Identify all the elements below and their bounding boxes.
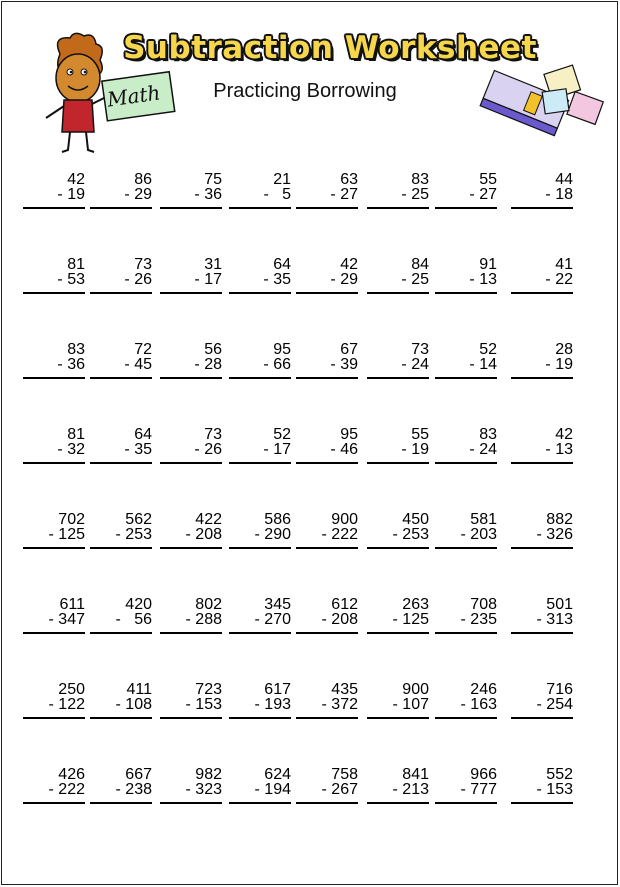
subtrahend: - 17 xyxy=(229,442,291,464)
subtraction-problem xyxy=(90,597,152,634)
minuend: 624 xyxy=(264,766,291,783)
subtrahend: - 208 xyxy=(160,527,222,549)
subtrahend: - 29 xyxy=(90,187,152,209)
subtraction-problem xyxy=(23,597,85,634)
subtraction-problem xyxy=(367,682,429,719)
minuend: 422 xyxy=(195,511,222,528)
minuend: 246 xyxy=(470,681,497,698)
subtraction-problem xyxy=(367,257,429,294)
subtrahend: - 24 xyxy=(367,357,429,379)
minuend: 73 xyxy=(204,426,222,443)
subtraction-problem xyxy=(367,427,429,464)
minuend: 86 xyxy=(134,171,152,188)
subtrahend: - 108 xyxy=(90,697,152,719)
subtrahend: - 35 xyxy=(229,272,291,294)
minuend: 56 xyxy=(204,341,222,358)
subtrahend: - 125 xyxy=(367,612,429,634)
subtrahend: - 203 xyxy=(435,527,497,549)
subtraction-problem xyxy=(90,682,152,719)
minuend: 982 xyxy=(195,766,222,783)
subtrahend: - 288 xyxy=(160,612,222,634)
subtrahend: - 253 xyxy=(367,527,429,549)
subtraction-problem xyxy=(90,172,152,209)
subtraction-problem xyxy=(160,172,222,209)
subtrahend: - 66 xyxy=(229,357,291,379)
subtrahend: - 326 xyxy=(511,527,573,549)
minuend: 611 xyxy=(59,596,85,613)
subtraction-problem xyxy=(511,767,573,804)
subtrahend: - 323 xyxy=(160,782,222,804)
subtraction-problem xyxy=(90,767,152,804)
subtrahend: - 208 xyxy=(296,612,358,634)
subtraction-problem xyxy=(367,342,429,379)
subtraction-problem xyxy=(435,172,497,209)
minuend: 52 xyxy=(479,341,497,358)
minuend: 716 xyxy=(546,681,573,698)
subtrahend: - 46 xyxy=(296,442,358,464)
minuend: 263 xyxy=(402,596,429,613)
subtraction-problem xyxy=(23,172,85,209)
minuend: 55 xyxy=(411,426,429,443)
subtraction-problem xyxy=(435,512,497,549)
subtrahend: - 222 xyxy=(296,527,358,549)
subtraction-problem xyxy=(296,682,358,719)
subtrahend: - 18 xyxy=(511,187,573,209)
subtraction-problem xyxy=(23,512,85,549)
subtrahend: - 107 xyxy=(367,697,429,719)
subtraction-problem xyxy=(23,767,85,804)
minuend: 562 xyxy=(125,511,152,528)
subtraction-problem xyxy=(160,512,222,549)
worksheet-title: Subtraction Worksheet xyxy=(123,30,537,66)
subtraction-problem xyxy=(90,257,152,294)
minuend: 83 xyxy=(479,426,497,443)
minuend: 95 xyxy=(273,341,291,358)
minuend: 21 xyxy=(273,171,291,188)
subtrahend: - 5 xyxy=(229,187,291,209)
subtraction-problem xyxy=(160,767,222,804)
subtraction-problem xyxy=(229,427,291,464)
minuend: 31 xyxy=(204,256,222,273)
subtrahend: - 25 xyxy=(367,187,429,209)
subtrahend: - 270 xyxy=(229,612,291,634)
subtrahend: - 13 xyxy=(435,272,497,294)
subtrahend: - 26 xyxy=(160,442,222,464)
subtrahend: - 213 xyxy=(367,782,429,804)
subtrahend: - 32 xyxy=(23,442,85,464)
minuend: 802 xyxy=(195,596,222,613)
subtrahend: - 193 xyxy=(229,697,291,719)
subtraction-problem xyxy=(23,682,85,719)
subtrahend: - 25 xyxy=(367,272,429,294)
minuend: 723 xyxy=(195,681,222,698)
minuend: 81 xyxy=(67,256,85,273)
subtraction-problem xyxy=(229,597,291,634)
subtraction-problem xyxy=(296,172,358,209)
subtraction-problem xyxy=(511,597,573,634)
subtrahend: - 45 xyxy=(90,357,152,379)
subtraction-problem xyxy=(367,767,429,804)
minuend: 95 xyxy=(340,426,358,443)
minuend: 41 xyxy=(555,256,573,273)
minuend: 75 xyxy=(204,171,222,188)
subtrahend: - 122 xyxy=(23,697,85,719)
subtraction-problem xyxy=(160,597,222,634)
subtrahend: - 56 xyxy=(90,612,152,634)
subtrahend: - 29 xyxy=(296,272,358,294)
subtrahend: - 290 xyxy=(229,527,291,549)
subtraction-problem xyxy=(435,682,497,719)
subtrahend: - 36 xyxy=(23,357,85,379)
minuend: 55 xyxy=(479,171,497,188)
minuend: 667 xyxy=(125,766,152,783)
minuend: 91 xyxy=(479,256,497,273)
subtraction-problem xyxy=(23,427,85,464)
subtraction-problem xyxy=(296,342,358,379)
minuend: 882 xyxy=(546,511,573,528)
subtraction-problem xyxy=(229,682,291,719)
subtraction-problem xyxy=(435,767,497,804)
minuend: 581 xyxy=(470,511,497,528)
subtraction-problem xyxy=(296,427,358,464)
subtraction-problem xyxy=(229,512,291,549)
subtraction-problem xyxy=(229,767,291,804)
minuend: 411 xyxy=(126,681,152,698)
subtrahend: - 28 xyxy=(160,357,222,379)
subtrahend: - 194 xyxy=(229,782,291,804)
minuend: 67 xyxy=(340,341,358,358)
math-sign-label: Math xyxy=(105,80,162,112)
minuend: 420 xyxy=(125,596,152,613)
subtrahend: - 27 xyxy=(435,187,497,209)
subtrahend: - 22 xyxy=(511,272,573,294)
subtraction-problem xyxy=(511,512,573,549)
minuend: 73 xyxy=(134,256,152,273)
subtraction-problem xyxy=(160,427,222,464)
minuend: 758 xyxy=(331,766,358,783)
minuend: 63 xyxy=(340,171,358,188)
minuend: 83 xyxy=(411,171,429,188)
subtrahend: - 372 xyxy=(296,697,358,719)
subtrahend: - 14 xyxy=(435,357,497,379)
minuend: 617 xyxy=(264,681,291,698)
subtrahend: - 26 xyxy=(90,272,152,294)
minuend: 708 xyxy=(470,596,497,613)
minuend: 72 xyxy=(134,341,152,358)
subtrahend: - 235 xyxy=(435,612,497,634)
subtraction-problem xyxy=(160,257,222,294)
subtrahend: - 163 xyxy=(435,697,497,719)
minuend: 702 xyxy=(58,511,85,528)
subtrahend: - 19 xyxy=(23,187,85,209)
subtraction-problem xyxy=(90,512,152,549)
subtrahend: - 347 xyxy=(23,612,85,634)
minuend: 64 xyxy=(134,426,152,443)
subtraction-problem xyxy=(435,257,497,294)
subtrahend: - 19 xyxy=(367,442,429,464)
subtrahend: - 17 xyxy=(160,272,222,294)
subtraction-problem xyxy=(435,342,497,379)
subtraction-problem xyxy=(296,257,358,294)
minuend: 42 xyxy=(340,256,358,273)
minuend: 73 xyxy=(411,341,429,358)
subtrahend: - 222 xyxy=(23,782,85,804)
worksheet-subtitle: Practicing Borrowing xyxy=(213,80,397,102)
minuend: 81 xyxy=(67,426,85,443)
minuend: 28 xyxy=(555,341,573,358)
minuend: 900 xyxy=(331,511,358,528)
subtrahend: - 238 xyxy=(90,782,152,804)
subtrahend: - 267 xyxy=(296,782,358,804)
subtraction-problem xyxy=(229,172,291,209)
minuend: 450 xyxy=(402,511,429,528)
subtrahend: - 36 xyxy=(160,187,222,209)
subtraction-problem xyxy=(367,172,429,209)
subtrahend: - 253 xyxy=(90,527,152,549)
subtraction-problem xyxy=(435,427,497,464)
subtrahend: - 313 xyxy=(511,612,573,634)
subtrahend: - 35 xyxy=(90,442,152,464)
minuend: 586 xyxy=(264,511,291,528)
minuend: 42 xyxy=(67,171,85,188)
subtrahend: - 153 xyxy=(160,697,222,719)
subtrahend: - 254 xyxy=(511,697,573,719)
minuend: 52 xyxy=(273,426,291,443)
subtrahend: - 777 xyxy=(435,782,497,804)
subtrahend: - 24 xyxy=(435,442,497,464)
subtraction-problem xyxy=(367,597,429,634)
minuend: 501 xyxy=(546,596,573,613)
subtraction-problem xyxy=(296,767,358,804)
subtraction-problem xyxy=(511,172,573,209)
subtraction-problem xyxy=(511,682,573,719)
minuend: 84 xyxy=(411,256,429,273)
subtrahend: - 53 xyxy=(23,272,85,294)
subtrahend: - 19 xyxy=(511,357,573,379)
subtrahend: - 13 xyxy=(511,442,573,464)
minuend: 426 xyxy=(58,766,85,783)
minuend: 841 xyxy=(402,766,429,783)
subtraction-problem xyxy=(511,257,573,294)
subtrahend: - 125 xyxy=(23,527,85,549)
subtraction-problem xyxy=(296,512,358,549)
minuend: 900 xyxy=(402,681,429,698)
minuend: 612 xyxy=(331,596,358,613)
subtraction-problem xyxy=(23,257,85,294)
subtraction-problem xyxy=(90,342,152,379)
subtrahend: - 27 xyxy=(296,187,358,209)
subtrahend: - 153 xyxy=(511,782,573,804)
minuend: 250 xyxy=(58,681,85,698)
subtraction-problem xyxy=(511,427,573,464)
subtraction-problem xyxy=(229,342,291,379)
minuend: 83 xyxy=(67,341,85,358)
minuend: 552 xyxy=(546,766,573,783)
minuend: 435 xyxy=(331,681,358,698)
minuend: 966 xyxy=(470,766,497,783)
subtraction-problem xyxy=(296,597,358,634)
minuend: 44 xyxy=(555,171,573,188)
subtraction-problem xyxy=(160,342,222,379)
subtraction-problem xyxy=(367,512,429,549)
subtraction-problem xyxy=(435,597,497,634)
minuend: 64 xyxy=(273,256,291,273)
subtrahend: - 39 xyxy=(296,357,358,379)
subtraction-problem xyxy=(90,427,152,464)
subtraction-problem xyxy=(511,342,573,379)
minuend: 345 xyxy=(264,596,291,613)
subtraction-problem xyxy=(23,342,85,379)
subtraction-problem xyxy=(229,257,291,294)
minuend: 42 xyxy=(555,426,573,443)
subtraction-problem xyxy=(160,682,222,719)
